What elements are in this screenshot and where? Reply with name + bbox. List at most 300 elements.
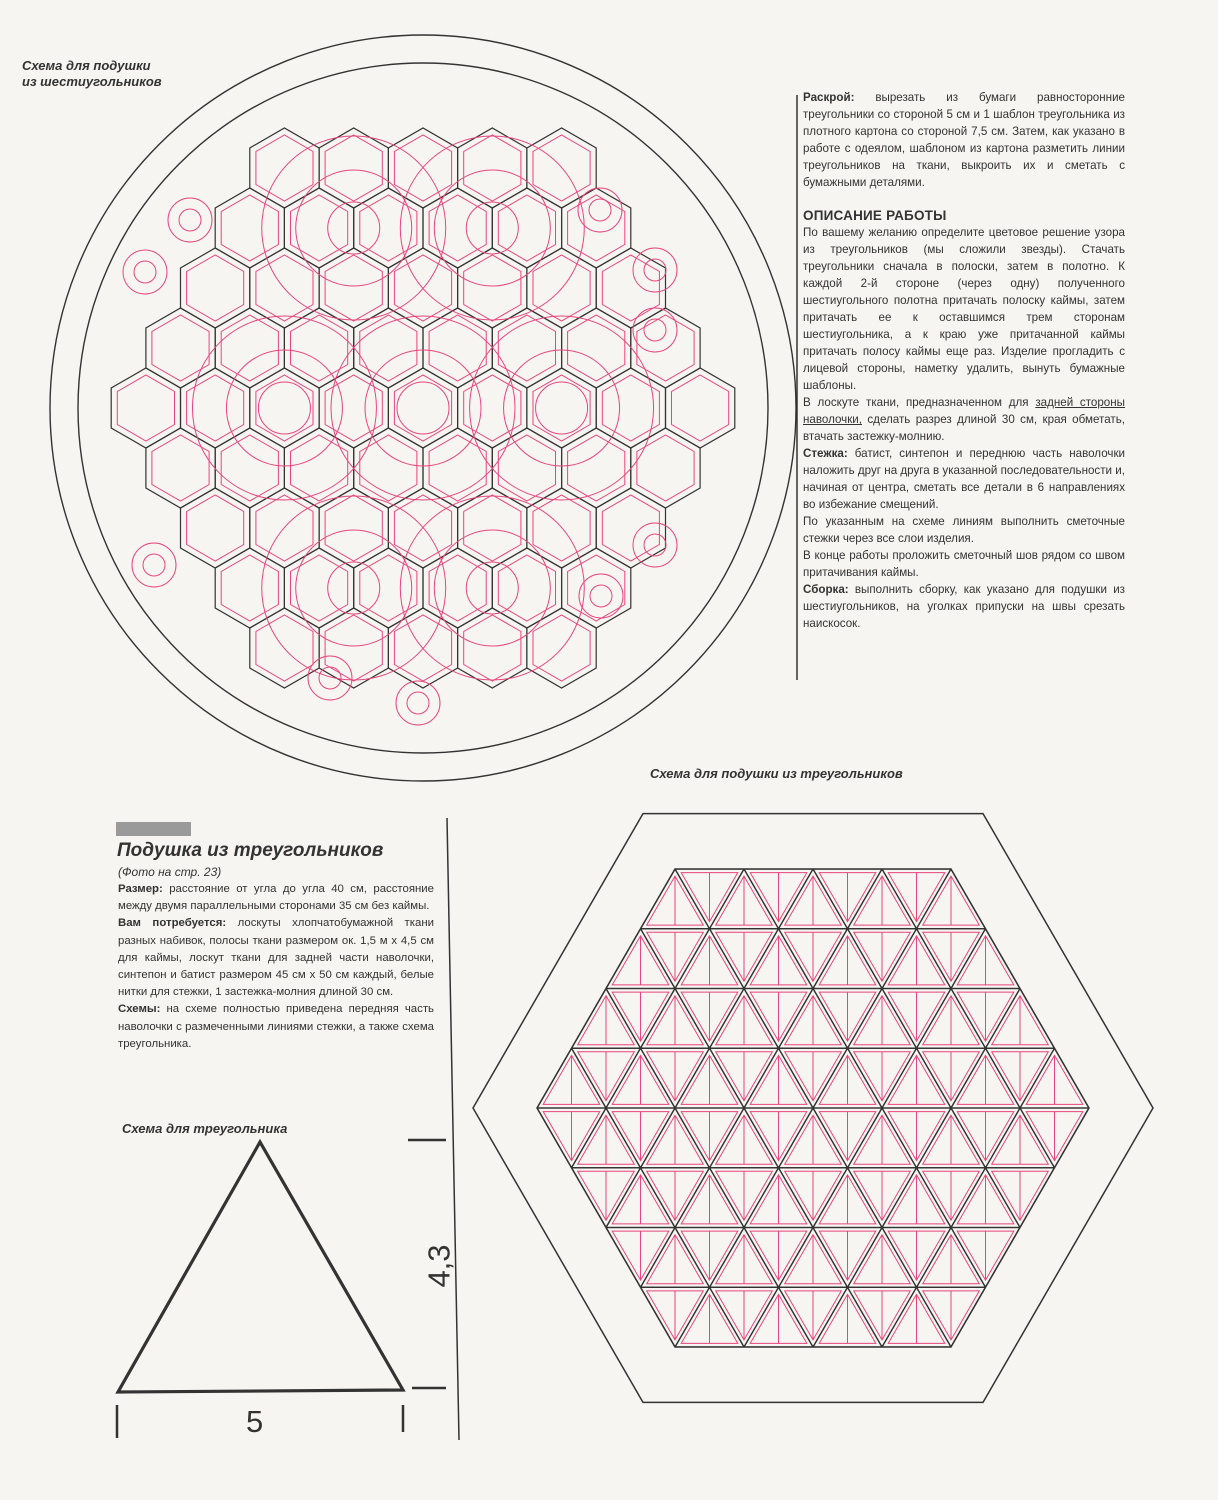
triangle-stitch-line xyxy=(302,1115,359,1164)
hexagon-stitch-line xyxy=(602,255,659,321)
hexagon-stitch-line xyxy=(256,375,313,441)
triangle-stitch-line xyxy=(371,1291,428,1340)
triangle-stitch-line xyxy=(578,1291,635,1340)
article-title: Подушка из треугольников xyxy=(117,840,384,861)
triangle-stitch-line xyxy=(992,1291,1049,1340)
triangle-patch xyxy=(1158,1168,1218,1228)
triangle-stitch-line xyxy=(1095,992,1152,1041)
triangle-patch xyxy=(503,869,572,929)
triangle-stitch-line xyxy=(371,1171,428,1220)
triangle-patch xyxy=(54,869,123,929)
hexagon-patch xyxy=(146,428,215,508)
triangle-stitch-line xyxy=(129,1055,186,1104)
triangle-stitch-line xyxy=(1164,992,1218,1041)
triangle-stitch-line xyxy=(1026,992,1083,1041)
triangle-patch xyxy=(399,1168,468,1228)
triangle-patch xyxy=(1089,1287,1158,1347)
triangle-patch xyxy=(399,1048,468,1108)
triangle-patch xyxy=(1124,1048,1193,1108)
triangle-stitch-line xyxy=(1095,1231,1152,1280)
assembly-paragraph: Сборка: выполнить сборку, как указано для подушки из шестиугольников, на уголках припуски на швы срезать наискосок. xyxy=(803,583,1125,630)
outer-border-circle xyxy=(50,35,796,781)
triangle-stitch-line xyxy=(0,1112,48,1161)
triangle-patch xyxy=(227,1108,296,1168)
hexagon-stitch-line xyxy=(464,135,521,201)
triangle-patch xyxy=(1089,1168,1158,1228)
triangle-stitch-line xyxy=(1164,1175,1218,1224)
triangle-stitch-line xyxy=(1164,1231,1218,1280)
triangle-patch xyxy=(123,1168,192,1228)
quilting-circle xyxy=(258,382,310,434)
triangle-patch xyxy=(1158,1108,1218,1168)
triangle-stitch-line xyxy=(957,1294,1014,1343)
triangle-stitch-line xyxy=(509,1171,566,1220)
triangle-patch xyxy=(1158,1228,1218,1288)
hexagon-patch xyxy=(423,548,492,628)
triangle-stitch-line xyxy=(1130,932,1187,981)
triangle-patch xyxy=(951,869,1020,929)
hexagon-patch xyxy=(631,308,700,388)
triangle-stitch-line xyxy=(440,1291,497,1340)
triangle-patch xyxy=(1158,1287,1218,1347)
triangle-patch xyxy=(20,869,89,929)
triangle-patch xyxy=(1055,1048,1124,1108)
triangle-stitch-line xyxy=(440,932,497,981)
hexagon-patch xyxy=(562,308,631,388)
triangle-patch xyxy=(227,1287,296,1347)
hexagon-patch xyxy=(146,308,215,388)
triangle-stitch-line xyxy=(0,936,48,985)
hexagon-stitch-line xyxy=(221,195,278,261)
hexagon-stitch-line xyxy=(187,495,244,561)
hexagon-tiles xyxy=(111,128,735,725)
small-quilting-circle xyxy=(179,209,201,231)
triangle-patch xyxy=(468,1287,537,1347)
triangle-patch xyxy=(54,1048,123,1108)
triangle-patch xyxy=(1020,1168,1089,1228)
triangle-stitch-line xyxy=(405,1055,462,1104)
hexagon-patch xyxy=(215,308,284,388)
triangle-side-label: 5 xyxy=(246,1404,264,1439)
triangle-patch xyxy=(468,869,537,929)
size-paragraph: Размер: расстояние от угла до угла 40 см, расстояние между двумя параллельными сторонами 35 см без каймы. xyxy=(118,883,434,913)
triangle-scheme-caption: Схема для треугольника xyxy=(122,1121,288,1136)
hexagon-stitch-line xyxy=(221,435,278,501)
triangle-patch xyxy=(330,1168,399,1228)
hexagon-stitch-line xyxy=(360,195,417,261)
triangle-stitch-line xyxy=(60,1055,117,1104)
hexagon-stitch-line xyxy=(429,555,486,621)
triangle-stitch-line xyxy=(612,1294,669,1343)
hex-scheme-caption: Схема для подушки из шестиугольников xyxy=(22,58,162,89)
triangle-stitch-line xyxy=(474,1175,531,1224)
triangle-patch xyxy=(158,1228,227,1288)
hexagon-stitch-line xyxy=(394,375,451,441)
triangle-stitch-line xyxy=(336,1294,393,1343)
hexagon-stitch-line xyxy=(360,555,417,621)
triangle-patch xyxy=(1124,1168,1193,1228)
triangle-stitch-line xyxy=(233,1052,290,1101)
triangle-patch xyxy=(572,929,641,989)
triangle-stitch-line xyxy=(474,1231,531,1280)
materials-paragraph: Вам потребуется: лоскуты хлопчатобумажной ткани разных набивок, полосы ткани размером ок. 1,5 м х 4,5 см для каймы, лоскут ткани для задней части наволочки, синтепон и батист размером 45 см х 50 см каждый, белые нитки для стежки, 1 застежка-молния длиной 30 см. xyxy=(118,917,434,999)
hexagon-patch xyxy=(388,368,457,448)
triangle-patch xyxy=(123,1048,192,1108)
triangle-stitch-line xyxy=(1199,1291,1218,1340)
triangle-stitch-line xyxy=(60,936,117,985)
triangle-patch xyxy=(1020,989,1089,1049)
hexagon-patch xyxy=(492,308,561,388)
triangle-stitch-line xyxy=(474,1112,531,1161)
triangle-patch xyxy=(606,869,675,929)
triangle-stitch-line xyxy=(0,992,48,1041)
triangle-stitch-line xyxy=(1095,1294,1152,1343)
triangle-patch xyxy=(434,929,503,989)
triangle-patch xyxy=(986,1228,1055,1288)
cutting-label: Раскрой: xyxy=(803,91,855,104)
hexagon-patch xyxy=(423,188,492,268)
triangle-stitch-line xyxy=(1095,936,1152,985)
triangle-stitch-line xyxy=(1164,936,1218,985)
small-quilting-circle xyxy=(319,667,341,689)
hexagon-patch xyxy=(181,248,250,328)
work-paragraph-4: В конце работы проложить сметочный шов рядом со швом притачивания каймы. xyxy=(803,549,1125,579)
small-quilting-circle xyxy=(123,250,167,294)
triangle-patch xyxy=(1193,869,1218,929)
triangle-stitch-line xyxy=(440,1052,497,1101)
hexagon-patch xyxy=(458,608,527,688)
triangle-stitch-line xyxy=(267,1055,324,1104)
triangle-patch xyxy=(468,929,537,989)
triangle-patch xyxy=(468,1228,537,1288)
triangle-height-label: 4,3 xyxy=(421,1244,457,1288)
triangle-patch xyxy=(572,1228,641,1288)
hexagon-patch xyxy=(354,188,423,268)
triangle-stitch-line xyxy=(164,1052,221,1101)
triangle-patch xyxy=(434,1048,503,1108)
triangle-stitch-line xyxy=(0,876,13,925)
section-marker-bar xyxy=(116,822,191,836)
hexagon-patch xyxy=(631,428,700,508)
hexagon-patch xyxy=(284,548,353,628)
small-quilting-circle xyxy=(134,261,156,283)
triangle-stitch-line xyxy=(509,876,566,925)
hexagon-patch xyxy=(492,548,561,628)
triangle-patch xyxy=(20,1228,89,1288)
small-quilting-circle xyxy=(132,543,176,587)
triangle-stitch-line xyxy=(371,1052,428,1101)
triangle-stitch-line xyxy=(60,992,117,1041)
triangle-stitch-line xyxy=(0,1231,48,1280)
triangle-stitch-line xyxy=(0,873,48,922)
small-quilting-circle xyxy=(633,248,677,292)
triangle-stitch-line xyxy=(1095,1112,1152,1161)
triangle-stitch-line xyxy=(233,1235,290,1284)
triangle-stitch-line xyxy=(612,873,669,922)
hexagon-stitch-line xyxy=(464,255,521,321)
triangle-patch xyxy=(503,929,572,989)
hexagon-stitch-line xyxy=(291,195,348,261)
triangle-patch xyxy=(0,1228,20,1288)
triangle-patch xyxy=(89,1228,158,1288)
template-triangle xyxy=(118,1142,403,1392)
hexagon-stitch-line xyxy=(602,495,659,561)
triangle-stitch-line xyxy=(26,1291,83,1340)
triangle-stitch-line xyxy=(0,1055,48,1104)
triangle-stitch-line xyxy=(60,1294,117,1343)
triangle-stitch-line xyxy=(1026,873,1083,922)
inner-border-circle xyxy=(78,63,768,753)
triangle-patch xyxy=(0,869,54,929)
triangle-patch xyxy=(261,1048,330,1108)
hexagon-stitch-line xyxy=(568,555,625,621)
triangle-patch xyxy=(54,1168,123,1228)
triangle-patch xyxy=(0,1108,20,1168)
triangle-stitch-line xyxy=(578,1235,635,1284)
triangle-stitch-line xyxy=(0,1175,48,1224)
triangle-stitch-line xyxy=(26,1115,83,1164)
triangle-stitch-line xyxy=(302,1052,359,1101)
hexagon-stitch-line xyxy=(291,555,348,621)
triangle-stitch-line xyxy=(543,1175,600,1224)
triangle-stitch-line xyxy=(302,1171,359,1220)
triangle-stitch-line xyxy=(198,1294,255,1343)
triangle-patch xyxy=(1089,929,1158,989)
hexagon-patch xyxy=(458,248,527,328)
triangle-patch xyxy=(365,1168,434,1228)
triangle-patch xyxy=(330,1108,399,1168)
triangle-stitch-line xyxy=(1130,876,1187,925)
triangle-stitch-line xyxy=(509,932,566,981)
triangle-stitch-line xyxy=(60,873,117,922)
triangle-patch xyxy=(1193,1168,1218,1228)
triangle-patch xyxy=(1193,1108,1218,1168)
triangle-stitch-line xyxy=(60,1112,117,1161)
triangle-patch xyxy=(192,1228,261,1288)
triangle-template-diagram xyxy=(117,1140,446,1438)
triangle-patch xyxy=(1124,869,1193,929)
small-quilting-circle xyxy=(644,319,666,341)
schemes-paragraph: Схемы: на схеме полностью приведена передняя часть наволочки с размеченными линиями стежки, а также схема треугольника. xyxy=(118,1003,434,1050)
triangle-stitch-line xyxy=(1061,996,1118,1045)
hexagon-patch xyxy=(284,428,353,508)
hexagon-patch xyxy=(250,368,319,448)
hexagon-patch xyxy=(319,368,388,448)
triangle-stitch-line xyxy=(1130,996,1187,1045)
photo-reference: (Фото на стр. 23) xyxy=(118,865,222,879)
triangle-patch xyxy=(1055,869,1124,929)
triangle-patch xyxy=(606,1287,675,1347)
hexagon-stitch-line xyxy=(325,135,382,201)
triangle-patch xyxy=(158,1108,227,1168)
small-quilting-circle xyxy=(308,656,352,700)
triangle-stitch-line xyxy=(1095,1175,1152,1224)
hexagon-patch xyxy=(215,188,284,268)
triangle-stitch-line xyxy=(26,1052,83,1101)
triangle-stitch-line xyxy=(1130,1115,1187,1164)
triangle-stitch-line xyxy=(509,1052,566,1101)
hexagon-patch xyxy=(215,428,284,508)
triangle-stitch-line xyxy=(474,992,531,1041)
triangle-stitch-line xyxy=(336,1231,393,1280)
triangle-patch xyxy=(0,1108,54,1168)
triangle-stitch-line xyxy=(336,1175,393,1224)
triangle-patch xyxy=(0,1168,54,1228)
triangle-patch xyxy=(1124,1108,1193,1168)
hexagon-stitch-line xyxy=(568,195,625,261)
triangle-stitch-line xyxy=(1199,1235,1218,1284)
triangle-stitch-line xyxy=(198,1055,255,1104)
triangle-patch xyxy=(537,1287,606,1347)
hexagon-stitch-line xyxy=(568,315,625,381)
hexagon-stitch-line xyxy=(325,255,382,321)
triangle-stitch-line xyxy=(474,936,531,985)
triangle-patch xyxy=(0,929,54,989)
triangle-patch xyxy=(54,1287,123,1347)
triangle-patch xyxy=(1089,989,1158,1049)
triangle-patch xyxy=(54,989,123,1049)
triangle-stitch-line xyxy=(509,1235,566,1284)
triangle-stitch-line xyxy=(1061,1291,1118,1340)
triangle-patch xyxy=(0,1048,54,1108)
triangle-stitch-line xyxy=(233,1291,290,1340)
hexagon-patch xyxy=(562,548,631,628)
triangle-patch xyxy=(20,1108,89,1168)
triangle-stitch-line xyxy=(1061,1052,1118,1101)
triangle-stitch-line xyxy=(440,996,497,1045)
triangle-stitch-line xyxy=(60,1231,117,1280)
hexagon-stitch-line xyxy=(464,615,521,681)
hexagon-stitch-line xyxy=(533,375,590,441)
triangle-stitch-line xyxy=(1130,1291,1187,1340)
triangle-patch xyxy=(1020,1287,1089,1347)
triangle-stitch-line xyxy=(267,1294,324,1343)
triangle-patch xyxy=(434,1168,503,1228)
triangle-patch xyxy=(89,1108,158,1168)
triangle-patch xyxy=(1124,989,1193,1049)
quilting-circle xyxy=(536,382,588,434)
triangle-patch xyxy=(330,1048,399,1108)
hexagon-patch xyxy=(354,308,423,388)
triangle-stitch-line xyxy=(1199,876,1218,925)
triangle-stitch-line xyxy=(543,936,600,985)
triangle-stitch-line xyxy=(302,1235,359,1284)
triangle-stitch-line xyxy=(1199,932,1218,981)
triangle-stitch-line xyxy=(509,1291,566,1340)
triangle-patch xyxy=(89,1168,158,1228)
triangle-stitch-line xyxy=(95,1235,152,1284)
triangle-stitch-line xyxy=(1061,876,1118,925)
hexagon-patch xyxy=(181,368,250,448)
triangle-patch xyxy=(503,1228,572,1288)
hexagon-patch xyxy=(596,248,665,328)
hexagon-patch xyxy=(354,428,423,508)
triangle-stitch-line xyxy=(26,1235,83,1284)
triangle-stitch-line xyxy=(0,996,13,1045)
small-quilting-circle xyxy=(590,585,612,607)
triangle-stitch-line xyxy=(543,1294,600,1343)
triangle-stitch-line xyxy=(474,1055,531,1104)
triangle-patch xyxy=(1124,1228,1193,1288)
triangle-stitch-line xyxy=(578,876,635,925)
triangle-stitch-line xyxy=(509,996,566,1045)
triangle-stitch-line xyxy=(1164,1294,1218,1343)
triangle-patch xyxy=(434,1287,503,1347)
triangle-patch xyxy=(261,1228,330,1288)
triangle-patch xyxy=(468,1168,537,1228)
work-paragraph-1: По вашему желанию определите цветовое решение узора из треугольников (мы сложили звезды). Стачать треугольники сначала в полоски, затем в полотно. К каждой 2-й стороне (через одну) полученного шестиугольного полотна притачать полоску каймы, затем притачать ее к оставшимся трем сторонам шестиугольника, а к краю уже притачанной каймы притачать полосу каймы еще раз. Изделие прогладить с лицевой стороны, наметку удалить, вынуть бумажные шаблоны. xyxy=(803,226,1125,392)
triangle-patch xyxy=(296,1287,365,1347)
hexagon-patch xyxy=(423,308,492,388)
triangle-patch xyxy=(1089,1228,1158,1288)
quilting-circle xyxy=(397,382,449,434)
triangle-stitch-line xyxy=(1026,1175,1083,1224)
triangle-patch xyxy=(537,869,606,929)
triangle-patch xyxy=(330,1287,399,1347)
triangle-patch xyxy=(503,1048,572,1108)
hexagon-stitch-line xyxy=(325,615,382,681)
triangle-patch xyxy=(158,1048,227,1108)
triangle-stitch-line xyxy=(129,1175,186,1224)
triangle-stitch-line xyxy=(578,932,635,981)
hexagon-patch xyxy=(215,548,284,628)
triangle-stitch-line xyxy=(440,1115,497,1164)
triangle-patch xyxy=(1089,869,1158,929)
triangle-stitch-line xyxy=(992,932,1049,981)
triangle-patch xyxy=(1158,929,1218,989)
hexagon-patch xyxy=(458,128,527,208)
triangle-stitch-line xyxy=(1026,1294,1083,1343)
triangle-stitch-line xyxy=(543,992,600,1041)
triangle-stitch-line xyxy=(129,1231,186,1280)
right-text-column xyxy=(803,89,1125,632)
triangle-patch xyxy=(20,1168,89,1228)
triangle-patch xyxy=(986,929,1055,989)
triangle-patch xyxy=(399,1108,468,1168)
triangle-stitch-line xyxy=(0,1294,48,1343)
hexagon-patch xyxy=(319,248,388,328)
triangle-stitch-line xyxy=(1061,1171,1118,1220)
triangle-stitch-line xyxy=(992,1235,1049,1284)
triangle-stitch-line xyxy=(95,1291,152,1340)
triangle-patch xyxy=(503,1287,572,1347)
triangle-patch xyxy=(192,1048,261,1108)
hexagon-patch xyxy=(562,428,631,508)
hexagon-stitch-line xyxy=(117,375,174,441)
triangle-patch xyxy=(1020,869,1089,929)
small-quilting-circle xyxy=(579,574,623,618)
triangle-patch xyxy=(1193,1228,1218,1288)
triangle-stitch-line xyxy=(26,1171,83,1220)
hexagon-stitch-line xyxy=(672,375,729,441)
triangle-patch xyxy=(54,1108,123,1168)
triangle-stitch-line xyxy=(1061,932,1118,981)
triangle-stitch-line xyxy=(0,1115,13,1164)
small-quilting-circle xyxy=(578,188,622,232)
triangle-patch xyxy=(0,989,20,1049)
hexagon-patch xyxy=(423,428,492,508)
hexagon-patch xyxy=(492,428,561,508)
left-column-rule xyxy=(447,818,459,1440)
triangle-stitch-line xyxy=(1130,1052,1187,1101)
triangle-patch xyxy=(951,1287,1020,1347)
triangle-stitch-line xyxy=(164,1171,221,1220)
triangle-stitch-line xyxy=(1095,1055,1152,1104)
triangle-stitch-line xyxy=(1199,1171,1218,1220)
triangle-stitch-line xyxy=(1026,1231,1083,1280)
triangle-stitch-line xyxy=(26,876,83,925)
triangle-patch xyxy=(227,1228,296,1288)
